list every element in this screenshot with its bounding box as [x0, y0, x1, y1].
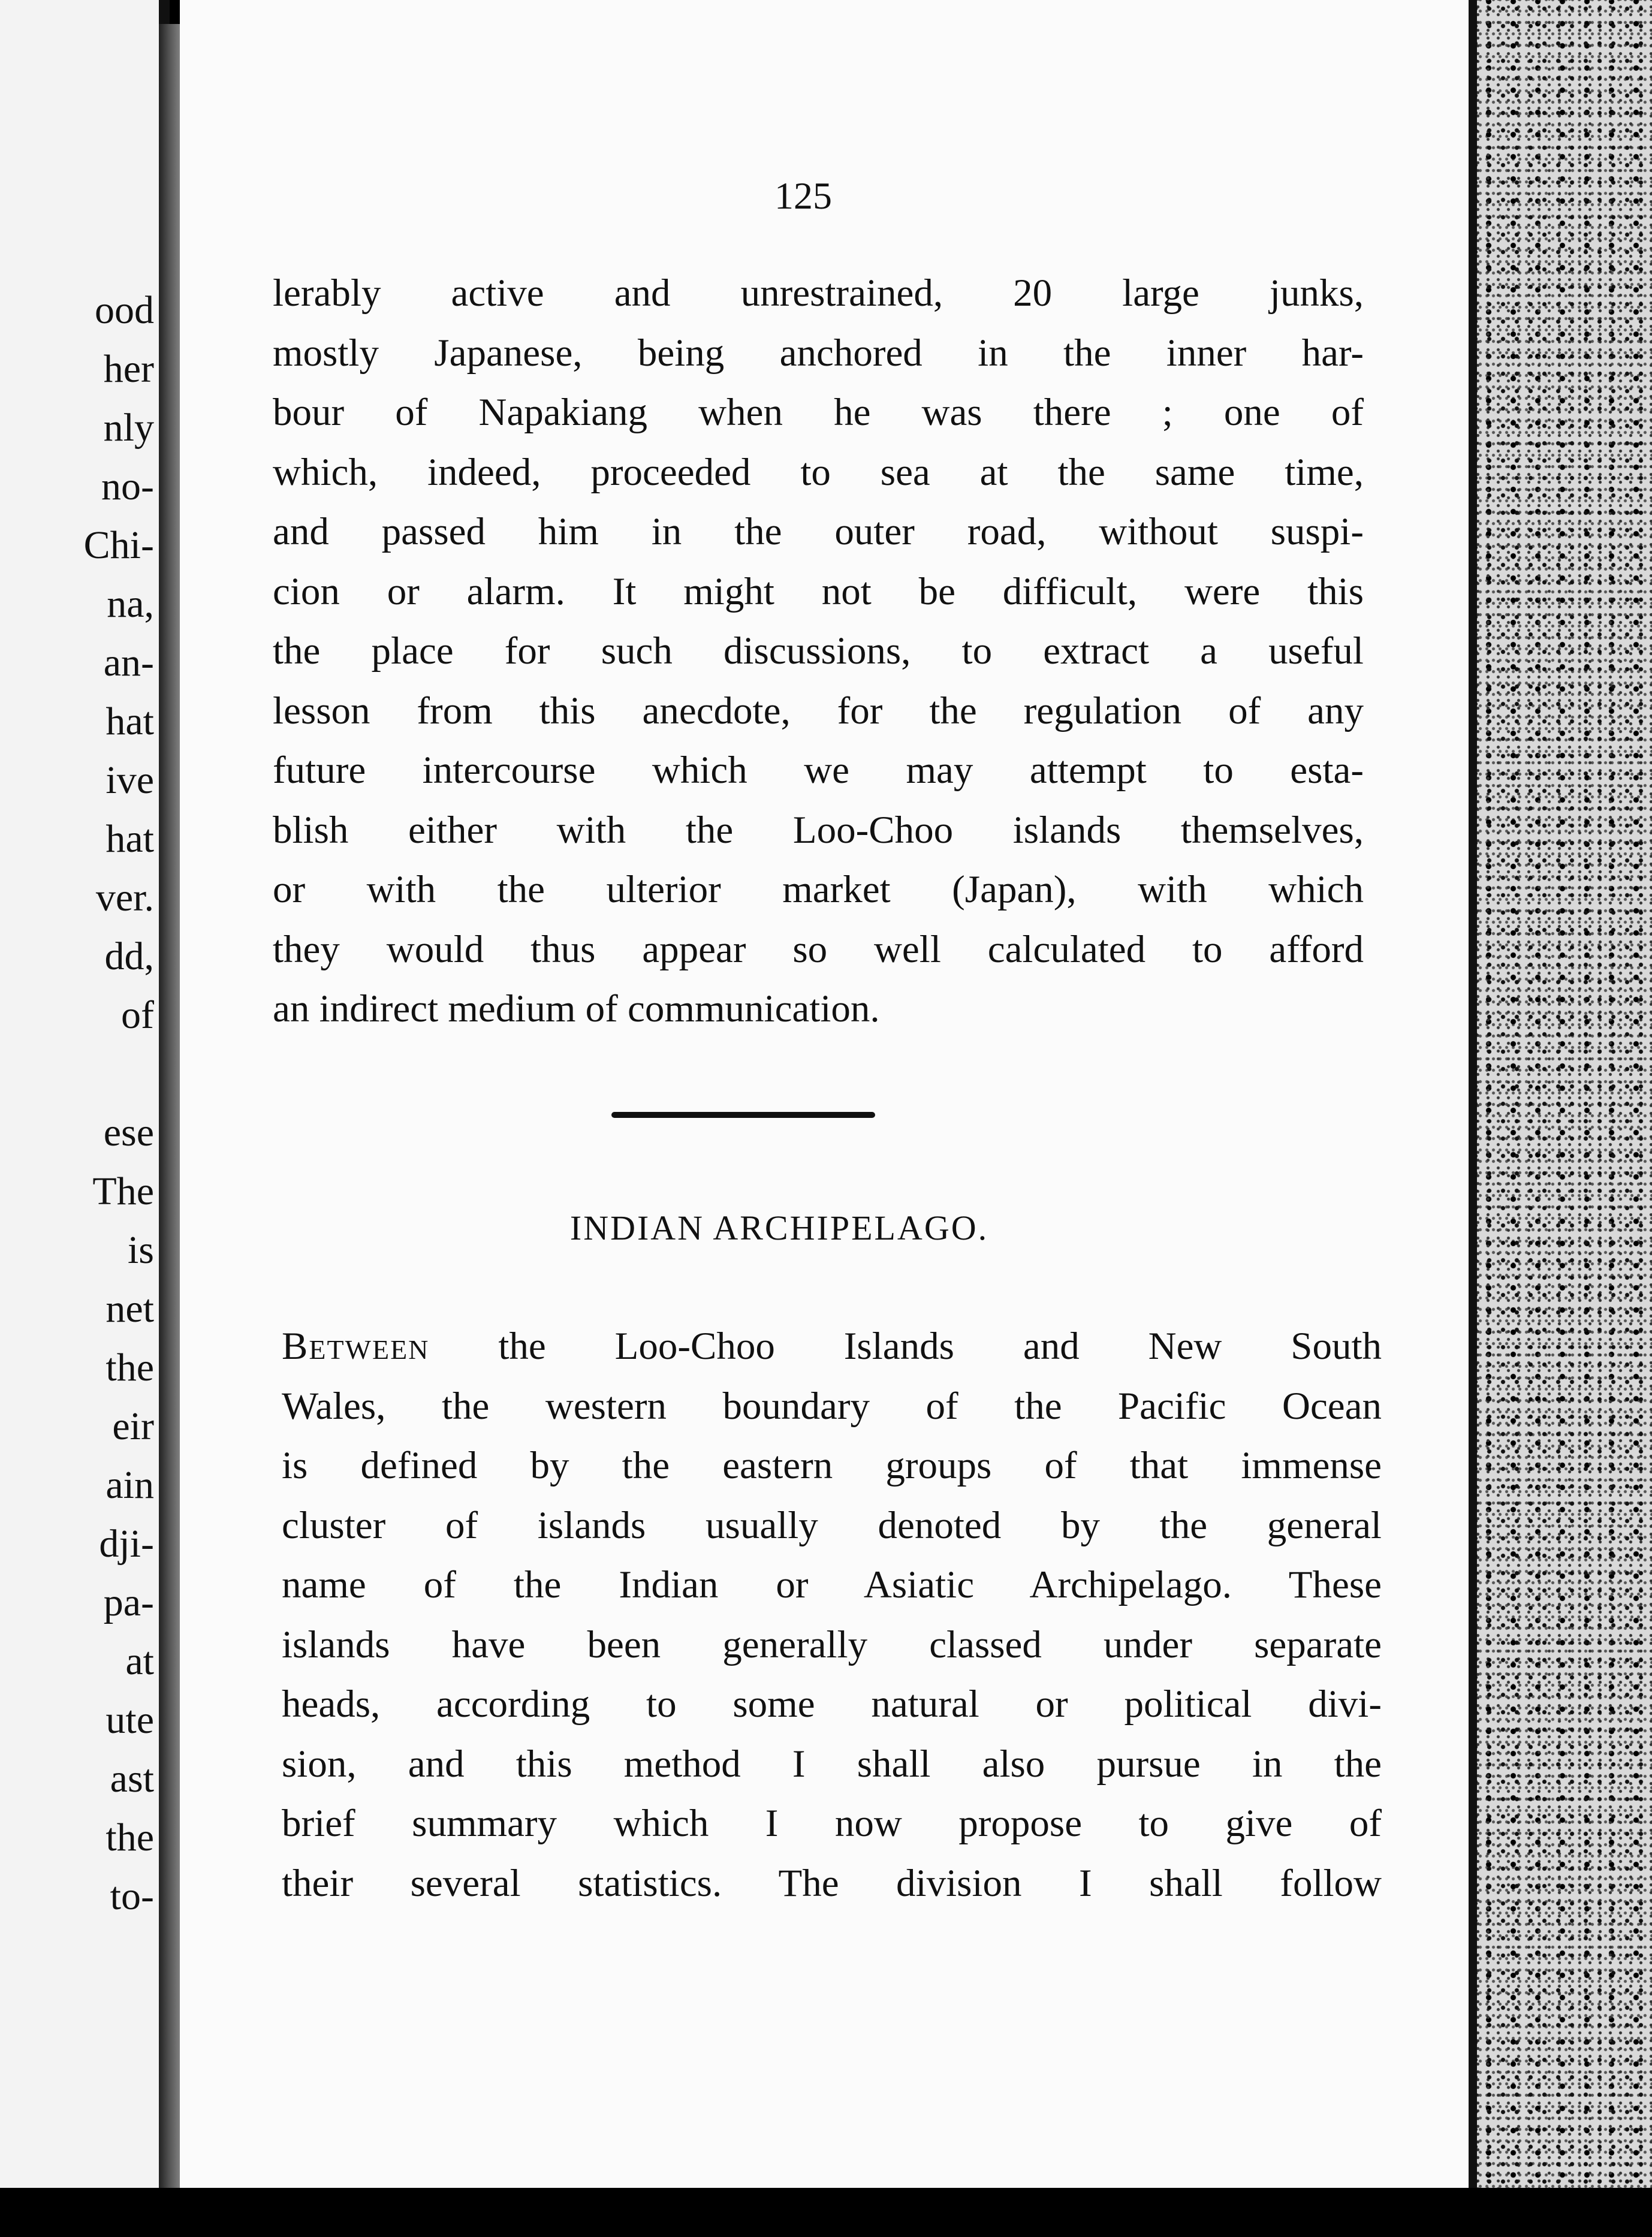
paragraph-1-line: lerably active and unrestrained, 20 large junks,: [273, 272, 1364, 315]
left-page-fragment: dji-: [99, 1522, 154, 1566]
paragraph-1-line: mostly Japanese, being anchored in the inner har-: [273, 331, 1364, 375]
paragraph-2-line: islands have been generally classed under separate: [282, 1623, 1382, 1666]
page-number: 125: [774, 174, 832, 217]
book-edge-speckled: [1469, 0, 1652, 2188]
left-page-fragment: hat: [105, 817, 154, 861]
left-page-fragment: eir: [112, 1404, 154, 1448]
paragraph-1-line: blish either with the Loo-Choo islands themselves,: [273, 808, 1364, 852]
left-page-fragment: ese: [103, 1111, 154, 1154]
paragraph-2-line: their several statistics. The division I shall follow: [282, 1861, 1382, 1905]
left-page-fragment: ain: [105, 1463, 154, 1507]
paragraph-2-first-word: Between: [282, 1325, 430, 1368]
left-page-fragment: of: [121, 993, 154, 1037]
left-page-fragment: The: [92, 1169, 154, 1213]
left-page-fragment: an-: [103, 641, 154, 685]
left-page-fragment: ute: [105, 1698, 154, 1742]
paragraph-1-line: an indirect medium of communication.: [273, 987, 880, 1030]
paragraph-1-line: bour of Napakiang when he was there ; one of: [273, 391, 1364, 434]
left-page-fragment: ive: [105, 758, 154, 802]
left-page-fragment: pa-: [103, 1581, 154, 1624]
paragraph-2-line: sion, and this method I shall also pursue in the: [282, 1742, 1382, 1786]
left-page-fragment: ver.: [95, 876, 154, 919]
paragraph-1-line: cion or alarm. It might not be difficult, were this: [273, 569, 1364, 613]
paragraph-2-line: name of the Indian or Asiatic Archipelago. These: [282, 1563, 1382, 1606]
left-page-fragment: no-: [101, 465, 154, 508]
paragraph-2-line: [282, 1317, 1382, 1377]
paragraph-2-line: cluster of islands usually denoted by the general: [282, 1503, 1382, 1547]
paragraph-1-line: future intercourse which we may attempt to esta-: [273, 749, 1364, 792]
section-heading: INDIAN ARCHIPELAGO.: [569, 1208, 989, 1247]
left-page-fragment: the: [105, 1816, 154, 1859]
paragraph-2-line: brief summary which I now propose to give of: [282, 1802, 1382, 1845]
left-page-fragment: na,: [107, 582, 154, 626]
left-page-fragment: at: [125, 1639, 154, 1683]
left-page-fragment: Chi-: [83, 523, 154, 567]
left-page-fragment: hat: [105, 700, 154, 743]
paragraph-1-line: they would thus appear so well calculated to afford: [273, 927, 1364, 971]
paragraph-2-line: Wales, the western boundary of the Pacific Ocean: [282, 1384, 1382, 1428]
paragraph-1-line: the place for such discussions, to extract a useful: [273, 629, 1364, 673]
left-page-fragment: dd,: [104, 934, 154, 978]
paragraph-1-line: and passed him in the outer road, without suspi-: [273, 510, 1364, 553]
left-page-fragment: her: [103, 347, 154, 391]
book-page: [180, 0, 1475, 2188]
paragraph-1: [273, 264, 1364, 1039]
scan-bottom-band: [0, 2188, 1652, 2237]
paragraph-2-first-line-rest: the Loo-Choo Islands and New South: [498, 1325, 1382, 1368]
paragraph-1-line: or with the ulterior market (Japan), with which: [273, 868, 1364, 911]
paragraph-1-line: which, indeed, proceeded to sea at the same time,: [273, 450, 1364, 494]
left-page-fragment: is: [127, 1228, 154, 1272]
left-page-fragment: to-: [110, 1874, 154, 1918]
previous-page-strip: [0, 0, 170, 2188]
left-page-fragment: net: [105, 1287, 154, 1331]
paragraph-2: [282, 1317, 1382, 1913]
left-page-fragment: ast: [110, 1757, 154, 1801]
left-page-fragment: nly: [103, 406, 154, 450]
paragraph-2-line: heads, according to some natural or political divi-: [282, 1683, 1382, 1726]
section-separator-rule: [611, 1112, 875, 1118]
paragraph-1-line: lesson from this anecdote, for the regulation of any: [273, 689, 1364, 732]
left-page-fragment: ood: [95, 288, 154, 332]
left-page-fragment: the: [105, 1346, 154, 1389]
paragraph-2-line: is defined by the eastern groups of that immense: [282, 1444, 1382, 1487]
